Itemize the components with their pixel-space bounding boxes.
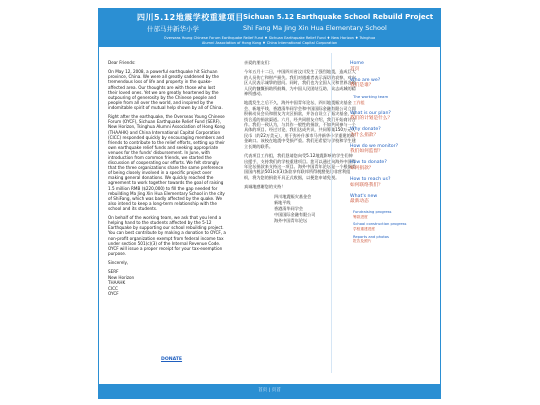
chinese-greeting: 亲爱的朋友们： [244,60,273,65]
header-en-title: Sichuan 5.12 Earthquake School Rebuild Project [243,13,434,21]
sub-link-label: Reports and photos [353,234,389,239]
sidebar-item-label-cn: 首页 [350,66,360,72]
partners-line-2: Alumni Association of Hong Kong ♦ China International Capital Corporation [201,41,338,45]
sidebar-item-how-to-donate[interactable] [350,160,416,171]
chinese-closing: 真诚地感谢您的支持！ [244,184,286,190]
chinese-letter [244,60,356,224]
footer-bar [99,384,440,398]
sidebar-item-home[interactable] [350,61,416,72]
sidebar-item-label-cn: 如何捐款？ [350,166,374,172]
english-signatory: New Horizon [108,274,135,280]
sub-link-reports-photos[interactable] [353,235,416,244]
header-en-subtitle: Shi Fang Ma Jing Xin Hua Elementary School [243,24,387,32]
english-closing: Sincerely, [108,260,129,266]
sidebar-item-monitor[interactable] [350,144,416,155]
chinese-signatories [244,194,356,224]
sub-link-label-cn: 报告及照片 [353,239,372,244]
english-signatory: THAAHK [108,280,126,286]
chinese-paragraph-2: 地震发生之后不久，海外中国青年论坛、四川地震赈灾基金会、新地平线、香港清华同学会和中国国际金融有限公司立即积极动员会员和朋友为灾区捐款，并各自设立了赈灾基金，寻找合适的捐款渠道。六月，经共同朋友介绍，我们开始商讨合作。我们一致认为，与其作一般性的捐款，不如共同参与一个具体的项目。经过讨论，我们达成共识，共同筹集150万元人民币（约22万美元），用于弥补什邡市马井新华小学重建的资金缺口。该校在地震中受损严重。我们还希望与学校和学生建立长期的联系。 [244,100,356,149]
sidebar-item-why-donate[interactable] [350,127,416,138]
sidebar-item-contact[interactable] [350,177,416,188]
footer-links[interactable]: 首页 | 页首 [258,388,281,393]
english-signatory: CICC [108,285,118,291]
column-divider [331,53,332,373]
sidebar-item-label: Home [350,61,364,66]
sidebar-item-label: Who are we? [350,77,381,83]
sidebar-item-whats-new[interactable] [350,194,416,205]
sidebar-item-our-plan[interactable] [350,111,416,122]
sidebar-item-who-are-we[interactable] [350,78,416,89]
header-cn-title: 四川5.12地震学校重建项目 [137,13,244,22]
sidebar-item-label: What is our plan? [350,110,391,116]
english-paragraph-2: Right after the earthquake, the Overseas Young Chinese Forum (OYCF), Sichuan Earthquake Relief Fund (SERF), New Horizon, Tsinghua Alumni Association of Hong Kong (THAAHK) and China International Capital Corporation (CICC) responded quickly by encouraging members and friends to contribute to the relief efforts, setting up their own earthquake relief funds and seeking appropriate venues for the funds' disbursement. In June, with introduction from common friends, we started the discussion of cooperating our efforts. We felt strongly that the three organizations share the same preference of being closely involved in a specific project over making general donations. We quickly reached the agreement to work together towards the goal of raising 1.5 million RMB ($220,000) to fill the gap needed for rebuilding Ma Jing Xin Hua Elementary School in the city of ShiFang, which was badly affected by the quake. We also intend to keep a long-term relationship with the school and its students. [108,114,226,211]
sub-link-label-cn: 筹款进度 [353,214,368,219]
header-banner [99,9,440,35]
sidebar-item-label-cn: 工作组 [353,99,365,105]
english-paragraph-1: On May 12, 2008, a powerful earthquake hit Sichuan province, China. We were all greatly saddened by the tremendous loss of life and property in the quake-affected area. Our thoughts are with those who lost their loved ones. Yet we are greatly heartened by the outpouring of generosity by the Chinese people and people from all over the world, and inspired by the indomitable spirit of mutual help shown by all of China. [108,69,223,110]
sub-link-construction-progress[interactable] [353,222,416,231]
sidebar-item-label: How do we monitor? [350,143,399,149]
english-paragraph-3: On behalf of the working team, we ask that you lend a helping hand to the students affected by the 5-12 Earthquake by supporting our school rebuilding project. You can best contribute by making a donation to OYCF, a non-profit organization exempt from federal income tax under section 501(c)(3) of the Internal Revenue Code. OYCF will issue a proper receipt for your tax-exemption purpose. [108,215,226,256]
sidebar-item-label: How to reach us? [350,177,391,183]
sidebar-item-label-cn: 我们是谁？ [350,83,374,89]
english-signatories [108,269,226,296]
partners-line-1: Overseas Young Chinese Forum Earthquake Relief Fund ♦ Sichuan Earthquake Relief Fund ♦ New Horizon ♦ Tsinghua [163,36,376,40]
whats-new-sub-links [353,210,416,244]
chinese-signatory: 中国国际金融有限公司 [274,211,316,217]
english-signatory: SERF [108,269,119,275]
sidebar-item-label-cn: 如何联络我们？ [350,182,383,188]
chinese-signatory: 新地平线 [274,199,291,205]
english-signatory: OYCF [108,291,119,297]
sub-link-label: School construction progress [353,222,407,227]
sidebar-item-label-cn: 我们如何监督？ [350,149,383,155]
sub-link-fundraising-progress[interactable] [353,210,416,219]
sidebar-item-label-cn: 最新动态 [350,199,369,205]
chinese-paragraph-1: 今年五月十二日，中国四川省汶川发生了强烈地震，造成巨大的人员伤亡和财产损失。我们对遇难者表示深切的哀悼，对灾区人民表示诚挚的慰问。同时，我们也为全国人民和世界各地人民的慷慨捐助所鼓舞，为中国人民团结互助、众志成城的精神所感动。 [244,69,356,97]
sub-link-label-cn: 学校重建进度 [353,226,376,231]
sidebar-item-label: Why donate? [350,127,381,133]
partners-bar [99,35,440,47]
sidebar-item-label: The working team [353,94,389,100]
chinese-signatory: 海外中国青年论坛 [274,217,308,223]
sidebar-nav [350,61,416,247]
sidebar-item-label: What's new [350,193,378,199]
header-cn-subtitle: 什邡马井新华小学 [147,25,199,33]
chinese-signatory: 四川地震赈灾基金会 [274,193,312,199]
english-greeting: Dear Friends: [108,60,136,65]
english-letter [108,60,226,296]
donate-link[interactable]: DONATE [161,357,183,362]
chinese-paragraph-3: 代表项目工作组，我们恳请您向受5.12地震影响的学生们伸出援手，支持我们的学校重建项目。您可以通过向海外中国青年论坛捐款来支持这一项目。海外中国青年论坛是一个根据美国国内税法501(c)(3)条款享有联邦所得税豁免的非营利组织，将为您的捐款开具正式收据，以便您申请免税。 [244,153,356,180]
chinese-signatory: 香港清华同学会 [274,205,303,211]
sub-link-label: Fundraising progress [353,210,392,215]
sidebar-item-label: How to donate? [350,160,387,166]
sidebar-item-label-cn: 为什么捐款？ [350,132,379,138]
content-frame [98,8,441,399]
sidebar-item-working-team[interactable] [353,94,416,105]
sidebar-item-label-cn: 我们的计划是什么？ [350,116,393,122]
